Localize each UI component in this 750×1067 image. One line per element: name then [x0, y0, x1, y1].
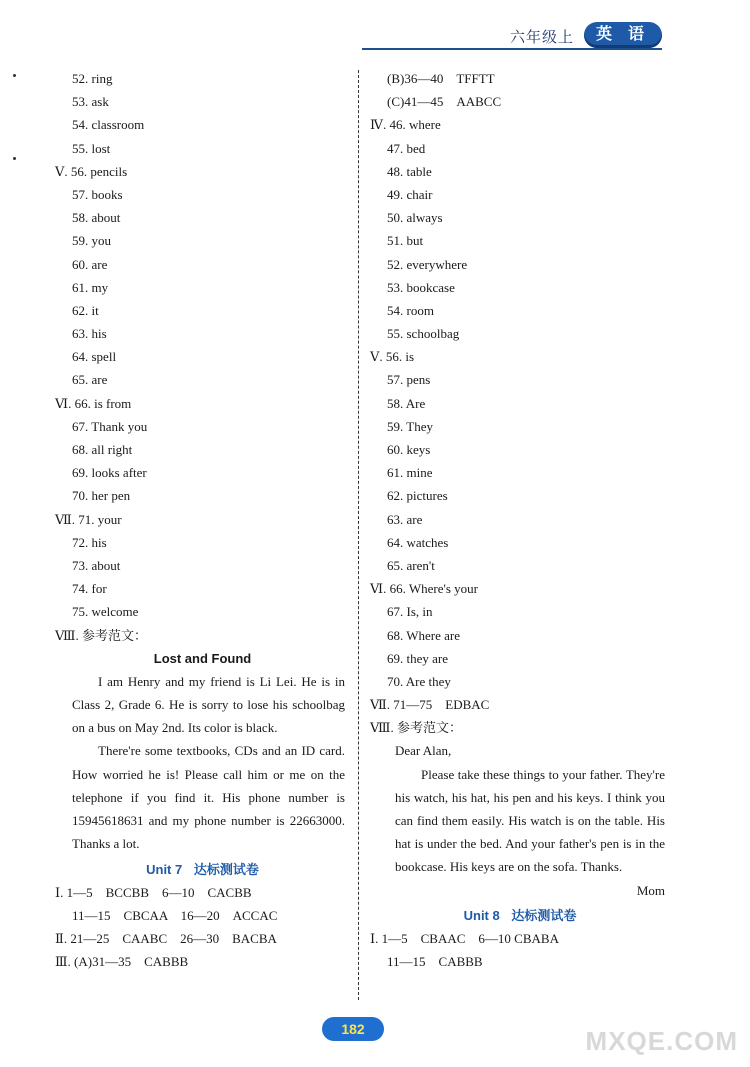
subject-tag: 英 语 [584, 22, 662, 48]
answer-line: Ⅶ. 71. your [55, 511, 122, 527]
answer-line: 70. her pen [72, 488, 131, 504]
essay-title: Lost and Found [153, 650, 252, 666]
essay-paragraph-1: I am Henry and my friend is Li Lei. He is in Class 2, Grade 6. He is sorry to lose his schoolbag on a bus on May 2nd. Its color is black. [72, 673, 345, 736]
unit8-line: 11—15 CABBB [387, 954, 483, 970]
margin-dot [13, 74, 16, 77]
answer-line: 73. about [72, 557, 121, 573]
left-answer-list [55, 67, 350, 647]
answer-line: Ⅷ. 参考范文： [55, 627, 147, 643]
answer-line: 60. are [72, 256, 108, 272]
answer-line: 55. schoolbag [387, 326, 460, 342]
answer-line: 74. for [72, 581, 107, 597]
answer-line: Ⅳ. 46. where [370, 117, 441, 133]
answer-line: 69. they are [387, 650, 449, 666]
answer-line: Ⅵ. 66. Where's your [370, 581, 478, 597]
answer-line: 58. Are [387, 395, 426, 411]
answer-line: 50. always [387, 210, 443, 226]
answer-line: 64. spell [72, 349, 117, 365]
answer-line: 54. room [387, 302, 434, 318]
unit8-line: Ⅰ. 1—5 CBAAC 6—10 CBABA [370, 931, 559, 947]
answer-line: 59. you [72, 233, 111, 249]
answer-line: 57. pens [387, 372, 431, 388]
answer-line: 52. ring [72, 71, 113, 86]
answer-line: 72. his [72, 534, 107, 550]
answer-line: 52. everywhere [387, 256, 468, 272]
answer-line: 75. welcome [72, 604, 139, 620]
unit7-line: Ⅲ. (A)31—35 CABBB [55, 954, 189, 970]
right-column [370, 67, 670, 973]
answer-line: 54. classroom [72, 117, 145, 133]
answer-line: 68. all right [72, 442, 133, 457]
unit7-name: Unit 7 [146, 861, 183, 877]
answer-line: 57. books [72, 186, 123, 202]
answer-line: 70. Are they [387, 673, 451, 689]
answer-line: 62. pictures [387, 488, 448, 504]
unit8-name: Unit 8 [463, 907, 500, 923]
answer-line: 51. but [387, 233, 424, 249]
unit7-heading [55, 858, 350, 881]
answer-line: (C)41—45 AABCC [387, 94, 502, 110]
right-answer-list [370, 67, 670, 739]
answer-line: 49. chair [387, 186, 433, 202]
answer-line: Ⅵ. 66. is from [55, 395, 132, 411]
answer-line: (B)36—40 TFFTT [387, 71, 495, 86]
answer-line: 47. bed [387, 140, 426, 156]
answer-line: 65. are [72, 372, 108, 388]
answer-line: 53. bookcase [387, 279, 455, 295]
answer-line: 58. about [72, 210, 121, 226]
left-column [55, 67, 350, 973]
watermark-logo: MXQE.COM [585, 1026, 738, 1056]
unit7-line: Ⅰ. 1—5 BCCBB 6—10 CACBB [55, 884, 252, 900]
answer-line: 63. his [72, 326, 107, 342]
answer-line: 63. are [387, 511, 423, 527]
unit7-line: Ⅱ. 21—25 CAABC 26—30 BACBA [55, 931, 277, 947]
answer-line: Ⅶ. 71—75 EDBAC [370, 697, 490, 713]
answer-line: Ⅷ. 参考范文： [370, 720, 462, 736]
grade-label: 六年级上 [509, 30, 574, 46]
unit7-title: 达标测试卷 [193, 861, 259, 877]
answer-line: 68. Where are [387, 627, 461, 643]
answer-line: 67. Is, in [387, 604, 433, 620]
answer-line: 60. keys [387, 442, 431, 457]
unit7-line: 11—15 CBCAA 16—20 ACCAC [72, 907, 278, 923]
answer-line: 65. aren't [387, 557, 435, 573]
answer-line: Ⅴ. 56. is [370, 349, 415, 365]
answer-line: 62. it [72, 302, 99, 318]
page-number: 182 [322, 1017, 384, 1041]
unit8-heading [370, 904, 670, 927]
answer-line: Ⅴ. 56. pencils [55, 163, 128, 179]
letter-signature: Mom [636, 882, 665, 898]
column-divider [358, 70, 359, 1000]
answer-line: 53. ask [72, 94, 109, 110]
letter-body: Please take these things to your father. They're his watch, his hat, his pen and his keys. I think you can find them easily. His watch is on the table. His hat is under the bed. And your father's pen is in the bookcase. His keys are on the sofa. Thanks. [395, 766, 665, 875]
answer-line: 59. They [387, 418, 433, 434]
answer-line: 61. mine [387, 465, 433, 481]
answer-line: 55. lost [72, 140, 111, 156]
header-rule [362, 48, 662, 50]
answer-line: 61. my [72, 279, 109, 295]
margin-dot [13, 157, 16, 160]
essay-paragraph-2: There're some textbooks, CDs and an ID card. How worried he is! Please call him or me on the telephone if you find it. His phone number is 15945618631 and my phone number is 22663000. Thanks a lot. [72, 743, 345, 852]
letter-greeting: Dear Alan, [395, 743, 452, 759]
answer-line: 69. looks after [72, 465, 147, 481]
answer-line: 48. table [387, 163, 432, 179]
answer-line: 67. Thank you [72, 418, 148, 434]
page-header [362, 22, 662, 50]
answer-line: 64. watches [387, 534, 449, 550]
unit8-title: 达标测试卷 [511, 907, 577, 923]
